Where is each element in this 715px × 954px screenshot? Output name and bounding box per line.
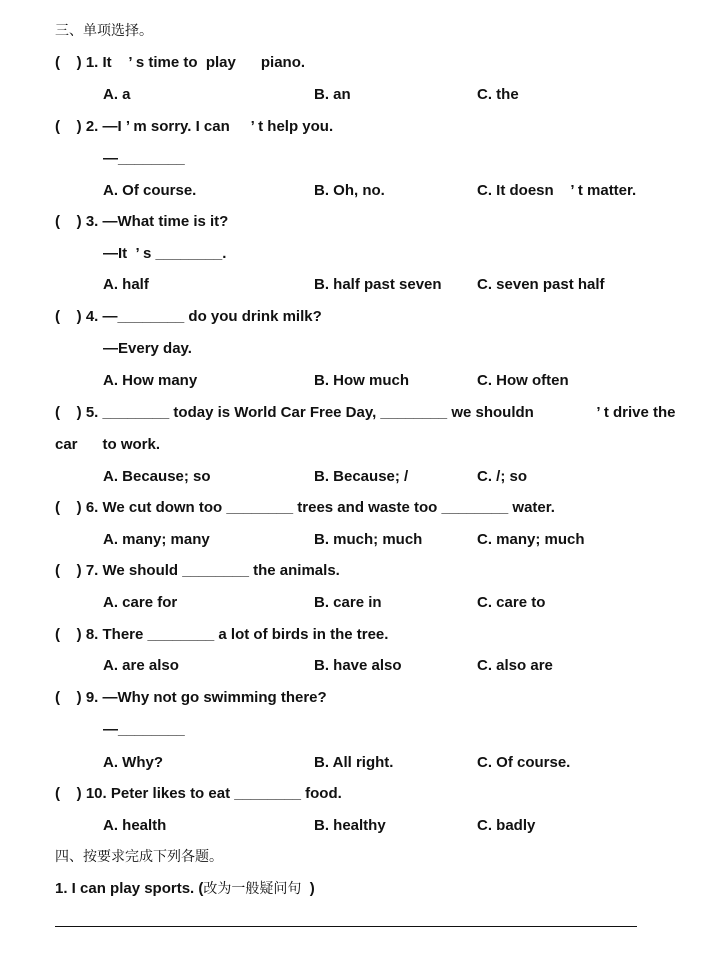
section3-heading: 三、单项选择。 [55, 23, 153, 39]
q5-option-a: A. Because; so [103, 468, 211, 485]
q3-option-c: C. seven past half [477, 276, 605, 293]
q7-option-a: A. care for [103, 594, 178, 611]
q1-option-a: A. a [103, 86, 131, 103]
s4-q1-instruction: 改为一般疑问句 [203, 881, 302, 897]
question-7-stem: ( ) 7. We should ________ the animals. [55, 562, 340, 579]
answer-line[interactable] [55, 926, 637, 927]
question-8-stem: ( ) 8. There ________ a lot of birds in the tree. [55, 626, 389, 643]
question-3-reply: —It ’ s ________. [103, 245, 227, 262]
q9-option-c: C. Of course. [477, 754, 571, 771]
q5-option-c: C. /; so [477, 468, 528, 485]
question-4-reply: —Every day. [103, 340, 192, 357]
question-5-stem: ( ) 5. ________ today is World Car Free Day, ________ we shouldn ’ t drive the [55, 404, 676, 421]
question-2-stem: ( ) 2. —I ’ m sorry. I can ’ t help you. [55, 118, 334, 135]
question-9-reply: —________ [103, 721, 185, 738]
q2-option-b: B. Oh, no. [314, 182, 385, 199]
q4-option-b: B. How much [314, 372, 410, 389]
question-6-stem: ( ) 6. We cut down too ________ trees and waste too ________ water. [55, 499, 555, 516]
section4-heading: 四、按要求完成下列各题。 [55, 849, 223, 865]
question-5-stem-continued: car to work. [55, 436, 161, 453]
q8-option-a: A. are also [103, 657, 179, 674]
q9-option-a: A. Why? [103, 754, 163, 771]
q2-option-c: C. It doesn ’ t matter. [477, 182, 637, 199]
q10-option-a: A. health [103, 817, 167, 834]
question-10-stem: ( ) 10. Peter likes to eat ________ food. [55, 785, 342, 802]
question-3-stem: ( ) 3. —What time is it? [55, 213, 229, 230]
q3-option-b: B. half past seven [314, 276, 442, 293]
q10-option-b: B. healthy [314, 817, 386, 834]
q6-option-a: A. many; many [103, 531, 210, 548]
q7-option-c: C. care to [477, 594, 546, 611]
s4-q1-close: ) [301, 880, 315, 897]
q8-option-b: B. have also [314, 657, 402, 674]
q6-option-c: C. many; much [477, 531, 585, 548]
q1-option-c: C. the [477, 86, 519, 103]
q10-option-c: C. badly [477, 817, 536, 834]
q1-option-b: B. an [314, 86, 351, 103]
section4-question-1 [55, 880, 315, 898]
q6-option-b: B. much; much [314, 531, 423, 548]
q2-option-a: A. Of course. [103, 182, 197, 199]
question-1-stem: ( ) 1. It ’ s time to play piano. [55, 54, 306, 71]
q4-option-c: C. How often [477, 372, 569, 389]
q3-option-a: A. half [103, 276, 149, 293]
q4-option-a: A. How many [103, 372, 198, 389]
question-2-reply: —________ [103, 150, 185, 167]
s4-q1-text: 1. I can play sports. ( [55, 880, 204, 897]
question-4-stem: ( ) 4. —________ do you drink milk? [55, 308, 322, 325]
q5-option-b: B. Because; / [314, 468, 409, 485]
q8-option-c: C. also are [477, 657, 553, 674]
q7-option-b: B. care in [314, 594, 382, 611]
q9-option-b: B. All right. [314, 754, 394, 771]
question-9-stem: ( ) 9. —Why not go swimming there? [55, 689, 327, 706]
